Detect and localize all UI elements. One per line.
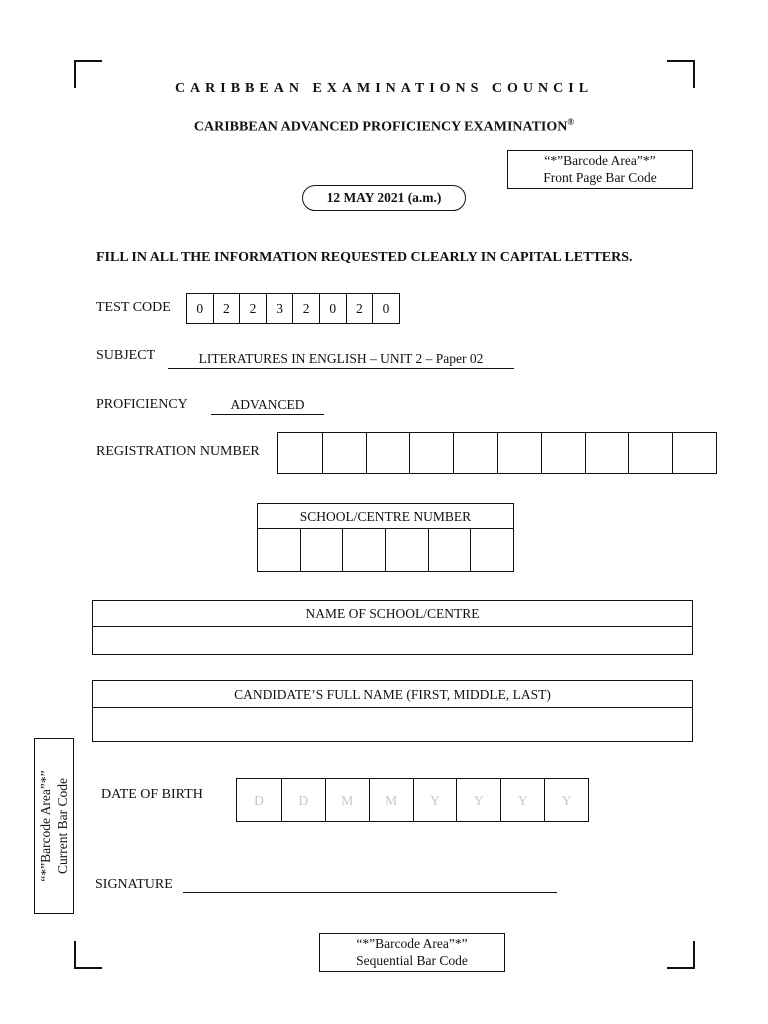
registration-number-box[interactable] <box>585 433 629 473</box>
dob-day-box[interactable]: D <box>254 793 264 808</box>
dob-month-box[interactable]: M <box>325 779 369 821</box>
instruction-text: FILL IN ALL THE INFORMATION REQUESTED CLEARLY IN CAPITAL LETTERS. <box>96 250 633 265</box>
test-code-label: TEST CODE <box>96 300 171 315</box>
school-number-box[interactable] <box>428 529 471 571</box>
dob-month-box[interactable]: M <box>369 779 413 821</box>
school-name-label: NAME OF SCHOOL/CENTRE <box>93 601 692 627</box>
signature-label: SIGNATURE <box>95 877 173 892</box>
test-code-digit: 0 <box>319 294 346 323</box>
registration-number-box[interactable] <box>672 433 716 473</box>
sequential-barcode-area <box>319 933 505 972</box>
registered-mark: ® <box>567 117 575 127</box>
date-of-birth-grid[interactable] <box>236 778 589 822</box>
dob-year-box[interactable]: Y <box>544 779 588 821</box>
dob-year-box[interactable]: Y <box>500 779 544 821</box>
registration-number-box[interactable] <box>453 433 497 473</box>
test-code-digit: 0 <box>372 294 399 323</box>
proficiency-value: ADVANCED <box>211 396 324 415</box>
school-name-box <box>92 600 693 655</box>
signature-line[interactable] <box>183 892 557 893</box>
candidate-name-label: CANDIDATE’S FULL NAME (FIRST, MIDDLE, LAST) <box>93 681 692 708</box>
school-number-box[interactable] <box>470 529 513 571</box>
current-barcode-text <box>37 741 71 911</box>
test-code-grid <box>186 293 400 324</box>
date-of-birth-label: DATE OF BIRTH <box>101 787 203 802</box>
registration-number-box[interactable] <box>541 433 585 473</box>
registration-number-box[interactable] <box>497 433 541 473</box>
school-number-box[interactable] <box>342 529 385 571</box>
school-number-box[interactable] <box>258 529 300 571</box>
school-number-box[interactable] <box>300 529 343 571</box>
school-name-field[interactable] <box>93 627 692 654</box>
corner-mark-bottom-left <box>74 941 102 969</box>
school-centre-number-grid[interactable] <box>258 529 513 571</box>
test-code-digit: 3 <box>266 294 293 323</box>
registration-number-label: REGISTRATION NUMBER <box>96 444 260 459</box>
barcode-area-caption: Sequential Bar Code <box>356 953 468 968</box>
corner-mark-bottom-right <box>667 941 695 969</box>
proficiency-label: PROFICIENCY <box>96 397 188 412</box>
dob-year-box[interactable]: Y <box>413 779 457 821</box>
test-code-digit: 2 <box>292 294 319 323</box>
exam-title-text: CARIBBEAN ADVANCED PROFICIENCY EXAMINATION <box>193 119 568 135</box>
registration-number-box[interactable] <box>628 433 672 473</box>
council-title: CARIBBEAN EXAMINATIONS COUNCIL <box>174 81 594 96</box>
exam-date: 12 MAY 2021 (a.m.) <box>302 185 466 211</box>
barcode-area-label: “*”Barcode Area”*” <box>356 936 468 951</box>
school-centre-number-label: SCHOOL/CENTRE NUMBER <box>258 504 513 529</box>
subject-label: SUBJECT <box>96 348 156 363</box>
test-code-digit: 2 <box>213 294 240 323</box>
subject-value: LITERATURES IN ENGLISH – UNIT 2 – Paper 02 <box>168 350 514 369</box>
registration-number-box[interactable] <box>322 433 366 473</box>
barcode-area-caption: Current Bar Code <box>55 778 70 874</box>
current-barcode-area <box>34 738 74 914</box>
barcode-area-label: “*”Barcode Area”*” <box>544 153 656 168</box>
barcode-area-caption: Front Page Bar Code <box>543 170 657 185</box>
front-page-barcode-area <box>507 150 693 189</box>
test-code-digit: 2 <box>346 294 373 323</box>
registration-number-box[interactable] <box>278 433 322 473</box>
registration-number-grid[interactable] <box>277 432 717 474</box>
registration-number-box[interactable] <box>366 433 410 473</box>
exam-title <box>0 117 768 136</box>
barcode-area-label: “*”Barcode Area”*” <box>38 770 53 882</box>
test-code-digit: 0 <box>196 301 204 316</box>
school-number-box[interactable] <box>385 529 428 571</box>
test-code-digit: 2 <box>239 294 266 323</box>
candidate-name-field[interactable] <box>93 708 692 741</box>
dob-year-box[interactable]: Y <box>456 779 500 821</box>
dob-day-box[interactable]: D <box>281 779 325 821</box>
school-centre-number-box <box>257 503 514 572</box>
candidate-name-box <box>92 680 693 742</box>
registration-number-box[interactable] <box>409 433 453 473</box>
